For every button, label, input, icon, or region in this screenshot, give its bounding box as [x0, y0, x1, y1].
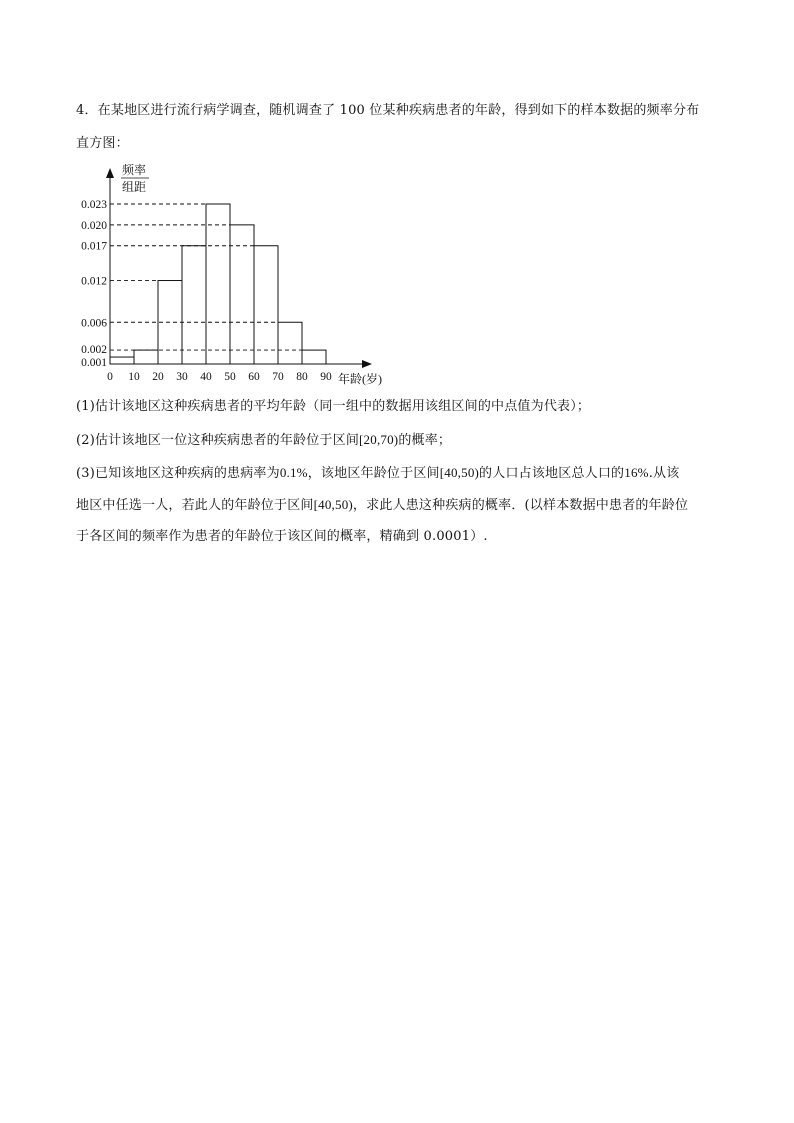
x-tick-label: 90: [320, 371, 332, 383]
x-tick-label: 40: [200, 371, 212, 383]
y-tick-label: 0.002: [81, 344, 107, 357]
x-tick-label: 10: [128, 371, 140, 383]
problem-intro-text: 在某地区进行流行病学调查，随机调查了 100 位某种疾病患者的年龄，得到如下的样本数据的频率分布: [97, 103, 700, 118]
problem-intro-line1: [76, 102, 699, 120]
problem-number: 4．: [76, 103, 98, 118]
y-tick-label: 0.006: [81, 317, 107, 330]
problem-intro-line2: 直方图：: [76, 136, 129, 151]
question-3-text-b: ，该地区年龄位于区间: [307, 466, 440, 481]
question-3-text-f: ，求此人患这种疾病的概率．(以样本数据中患者的年龄位: [352, 498, 689, 513]
x-axis-arrow-icon: [362, 360, 372, 368]
x-axis-label: 年龄(岁): [338, 372, 382, 386]
y-tick-label: 0.017: [81, 240, 107, 253]
histogram-bar-80-90: [302, 350, 326, 364]
y-tick-label: 0.020: [81, 219, 107, 232]
histogram-bar-60-70: [254, 246, 278, 364]
histogram-bar-0-10: [110, 357, 134, 364]
chart-axes: [106, 168, 372, 368]
question-3-line1: [76, 464, 679, 483]
x-tick-label: 60: [248, 371, 260, 383]
question-3-interval: [40,50): [439, 465, 480, 480]
histogram-bar-30-40: [182, 246, 206, 364]
y-axis-label-numerator: 频率: [122, 163, 147, 177]
frequency-histogram: [66, 158, 396, 390]
y-axis-arrow-icon: [106, 168, 114, 178]
x-tick-label: 70: [272, 371, 284, 383]
question-3-percent: 16%: [624, 465, 649, 480]
histogram-bar-10-20: [134, 350, 158, 364]
x-tick-label: 80: [296, 371, 308, 383]
question-3-text-d: .从该: [648, 466, 680, 481]
question-3-text-e: 地区中任选一人，若此人的年龄位于区间: [76, 498, 314, 513]
question-3-text-c: 的人口占该地区总人口的: [479, 466, 625, 481]
question-2-interval: [20,70): [359, 432, 399, 447]
histogram-bar-40-50: [206, 204, 230, 364]
y-tick-label: 0.023: [81, 199, 107, 211]
question-3-rate: 0.1%: [279, 465, 308, 480]
chart-y-tick-labels: [81, 199, 107, 369]
question-3-line3: 于各区间的频率作为患者的年龄位于该区间的概率，精确到 0.0001）.: [76, 529, 488, 544]
histogram-bar-70-80: [278, 322, 302, 364]
question-2-text-b: 的概率；: [398, 433, 452, 448]
x-tick-label: 30: [176, 371, 188, 383]
question-3-line2: [76, 496, 688, 515]
x-tick-label: 50: [224, 371, 236, 383]
question-3-text-a: (3)已知该地区这种疾病的患病率为: [76, 466, 280, 481]
x-tick-label: 20: [152, 371, 164, 383]
y-tick-label: 0.001: [81, 357, 107, 370]
x-tick-label: 0: [107, 371, 113, 383]
question-2: [76, 431, 451, 450]
chart-bars: [110, 204, 326, 364]
question-3-interval-2: [40,50): [313, 497, 353, 512]
chart-x-tick-labels: [107, 371, 332, 383]
y-tick-label: 0.012: [81, 275, 107, 288]
y-axis-label-denominator: 组距: [122, 180, 147, 194]
question-1: (1)估计该地区这种疾病患者的平均年龄（同一组中的数据用该组区间的中点值为代表）；: [76, 399, 591, 414]
question-2-text-a: (2)估计该地区一位这种疾病患者的年龄位于区间: [76, 433, 360, 448]
